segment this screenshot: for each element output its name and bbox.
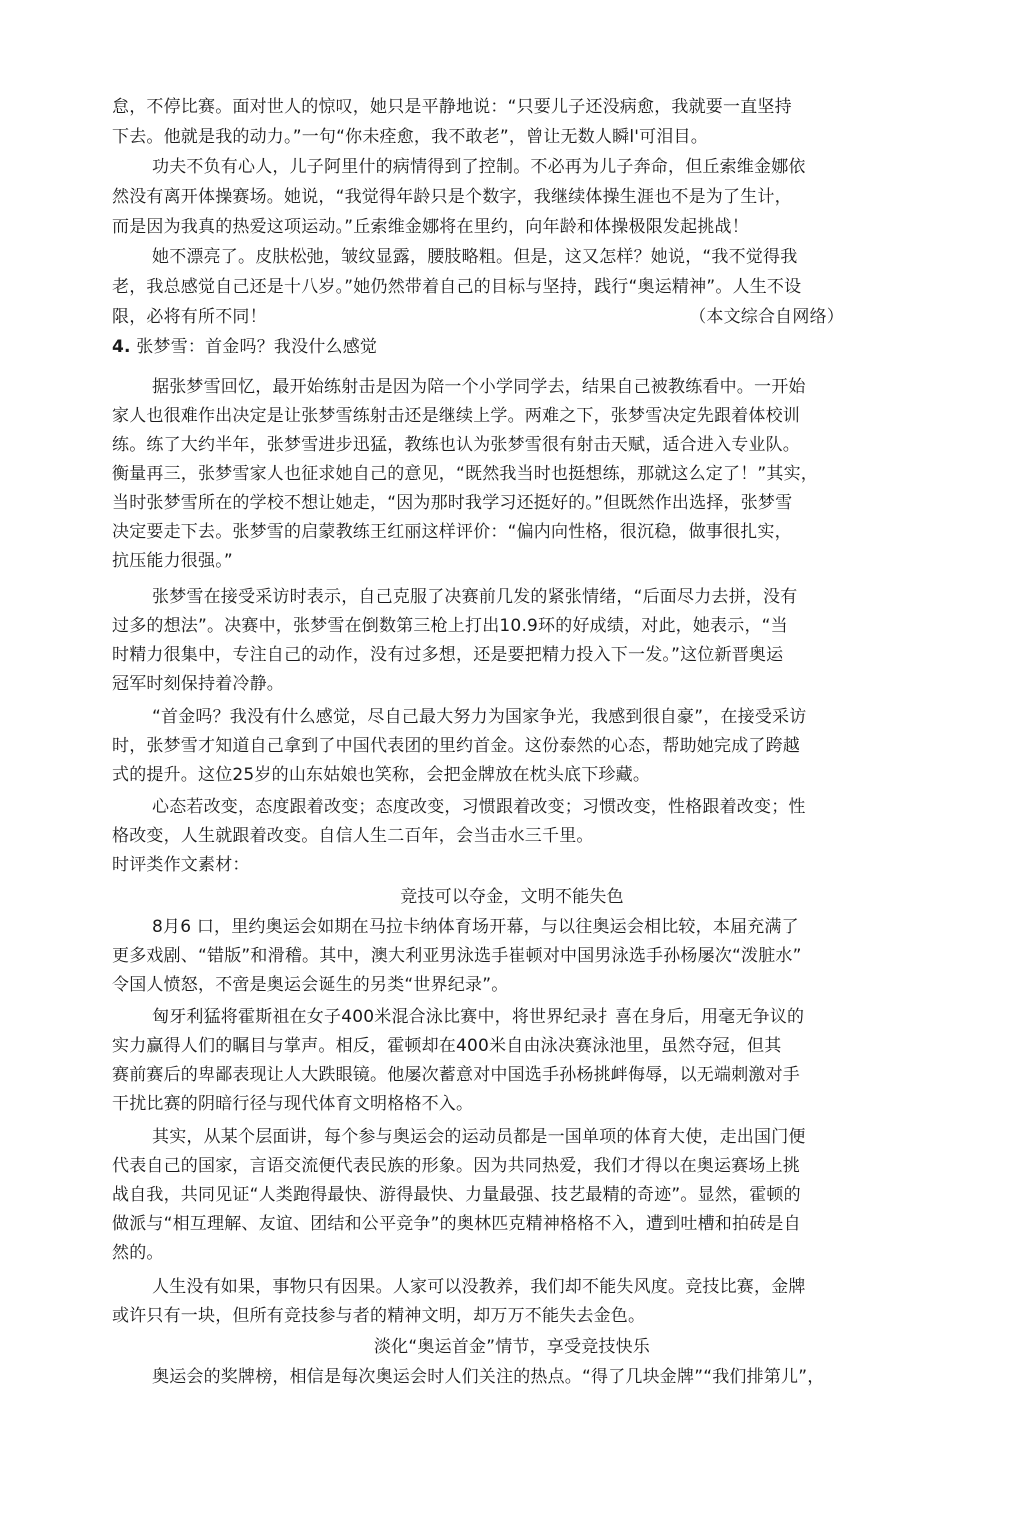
text-line: 令国人愤怒，不啻是奥运会诞生的另类“世界纪录”。 [112, 975, 509, 995]
article-title: 淡化“奥运首金”情节，享受竞技快乐 [373, 1337, 650, 1357]
article-title: 竞技可以夺金，文明不能失色 [400, 887, 624, 907]
text-line: 功夫不负有心人，儿子阿里什的病情得到了控制。不必再为儿子奔命，但丘索维金娜依 [152, 157, 806, 177]
text-line: 其实，从某个层面讲，每个参与奥运会的运动员都是一国单项的体育大使，走出国门便 [152, 1127, 806, 1147]
text-line: 赛前赛后的卑鄙表现让人大跌眼镜。他屡次蓄意对中国选手孙杨挑衅侮辱，以无端刺激对手 [112, 1065, 800, 1085]
text-line: “首金吗？我没有什么感觉，尽自己最大努力为国家争光，我感到很自豪”，在接受采访 [152, 707, 807, 727]
heading-number: 4. [112, 337, 131, 357]
text-line: 当时张梦雪所在的学校不想让她走，“因为那时我学习还挺好的。”但既然作出选择，张梦雪 [112, 493, 793, 513]
text-line: 奥运会的奖牌榜，相信是每次奥运会时人们关注的热点。“得了几块金牌”“我们排第儿”， [152, 1367, 825, 1387]
heading-text: 张梦雪：首金吗？我没什么感觉 [136, 337, 378, 357]
text-line: 决定要走下去。张梦雪的启蒙教练王红丽这样评价：“偏内向性格，很沉稳，做事很扎实， [112, 522, 792, 542]
text-line: 格改变，人生就跟着改变。自信人生二百年，会当击水三千里。 [112, 826, 594, 846]
text-line: 她不漂亮了。皮肤松弛，皱纹显露，腰肢略粗。但是，这又怎样？她说，“我不觉得我 [152, 247, 798, 267]
text-line: 或许只有一块，但所有竞技参与者的精神文明，却万万不能失去金色。 [112, 1306, 646, 1326]
text-line: 然没有离开体操赛场。她说，“我觉得年龄只是个数字，我继续体操生涯也不是为了生计， [112, 187, 792, 207]
section-label: 时评类作文素材： [112, 855, 250, 875]
text-line: 抗压能力很强。” [112, 551, 233, 571]
text-line: 过多的想法”。决赛中，张梦雪在倒数第三枪上打出10.9环的好成绩，对此，她表示，“当 [112, 616, 788, 636]
text-line: 8月6 口，里约奥运会如期在马拉卡纳体育场开幕，与以往奥运会相比较，本届充满了 [152, 917, 799, 937]
text-line: 做派与“相互理解、友谊、团结和公平竞争”的奥林匹克精神格格不入，遭到吐槽和拍砖是自 [112, 1214, 801, 1234]
text-line: 心态若改变，态度跟着改变；态度改变，习惯跟着改变；习惯改变，性格跟着改变；性 [152, 797, 806, 817]
text-line: 时精力很集中，专注自己的动作，没有过多想，还是要把精力投入下一发。”这位新晋奥运 [112, 645, 784, 665]
text-line: 据张梦雪回忆，最开始练射击是因为陪一个小学同学去，结果自己被教练看中。一开始 [152, 377, 806, 397]
text-line: 老，我总感觉自己还是十八岁。”她仍然带着自己的目标与坚持，践行“奥运精神”。人生不设 [112, 277, 802, 297]
text-line: 限，必将有所不同！ [112, 307, 267, 327]
text-line: 匈牙利猛将霍斯祖在女子400米混合泳比赛中，将世界纪录扌喜在身后，用毫无争议的 [152, 1007, 805, 1027]
text-line: 代表自己的国家，言语交流便代表民族的形象。因为共同热爱，我们才得以在奥运赛场上挑 [112, 1156, 800, 1176]
text-line: 张梦雪在接受采访时表示，自己克服了决赛前几发的紧张情绪，“后面尽力去拼，没有 [152, 587, 798, 607]
text-line: 冠军时刻保持着冷静。 [112, 674, 284, 694]
text-line: 练。练了大约半年，张梦雪进步迅猛，教练也认为张梦雪很有射击天赋，适合进入专业队。 [112, 435, 800, 455]
text-line: 实力赢得人们的瞩目与掌声。相反，霍顿却在400米自由泳决赛泳池里，虽然夺冠，但其 [112, 1036, 782, 1056]
text-line: 然的。 [112, 1243, 164, 1263]
text-line: 更多戏剧、“错版”和滑稽。其中，澳大利亚男泳选手崔顿对中国男泳选手孙杨屡次“泼脏水” [112, 946, 802, 966]
section-heading [112, 336, 377, 358]
text-line: 怠，不停比赛。面对世人的惊叹，她只是平静地说：“只要儿子还没病愈，我就要一直坚持 [112, 97, 792, 117]
text-line: 式的提升。这位25岁的山东姑娘也笑称，会把金牌放在枕头底下珍藏。 [112, 765, 651, 785]
text-line: 时，张梦雪才知道自己拿到了中国代表团的里约首金。这份泰然的心态，帮助她完成了跨越 [112, 736, 800, 756]
text-line: 干扰比赛的阴暗行径与现代体育文明格格不入。 [112, 1094, 474, 1114]
text-line: 下去。他就是我的动力。”一句“你未痊愈，我不敢老”，曾让无数人瞬l'可泪目。 [112, 127, 708, 147]
text-line: 战自我，共同见证“人类跑得最快、游得最快、力量最强、技艺最精的奇迹”。显然，霍顿的 [112, 1185, 801, 1205]
text-line: 而是因为我真的热爱这项运动。”丘索维金娜将在里约，向年龄和体操极限发起挑战！ [112, 217, 749, 237]
text-line: 人生没有如果，事物只有因果。人家可以没教养，我们却不能失风度。竞技比赛，金牌 [152, 1277, 806, 1297]
source-note: （本文综合自网络） [689, 307, 844, 327]
text-line: 家人也很难作出决定是让张梦雪练射击还是继续上学。两难之下，张梦雪决定先跟着体校训 [112, 406, 800, 426]
text-line: 衡量再三，张梦雪家人也征求她自己的意见，“既然我当时也挺想练，那就这么定了！”其实， [112, 464, 819, 484]
